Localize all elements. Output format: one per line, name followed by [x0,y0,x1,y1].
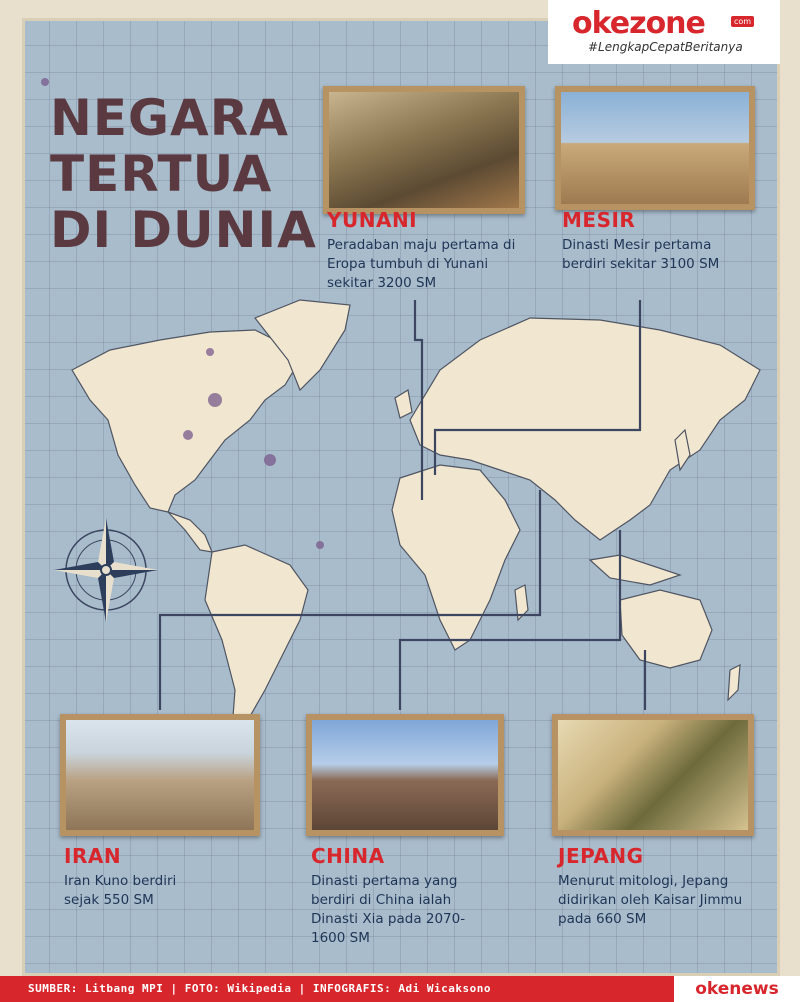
australia [620,590,712,668]
logo-tagline: #LengkapCepatBeritanya [588,40,743,54]
logo-brand: okezone [572,6,705,41]
footer-source: SUMBER: Litbang MPI | FOTO: Wikipedia | INFOGRAFIS: Adi Wicaksono [28,982,491,995]
section-iran-text: Iran Kuno berdiri sejak 550 SM [64,873,177,908]
title-line-3: DI DUNIA [50,201,317,259]
compass-rose-icon [54,518,158,622]
photo-iran [60,714,260,836]
photo-china [306,714,504,836]
footer-bar [0,976,800,1002]
north-america [72,330,300,512]
section-mesir-text: Dinasti Mesir pertama berdiri sekitar 3100 SM [562,237,720,272]
section-jepang-title: JEPANG [558,844,644,868]
section-china-text: Dinasti pertama yang berdiri di China ialah Dinasti Xia pada 2070-1600 SM [311,873,466,946]
south-america [205,545,308,730]
okezone-logo [548,0,780,64]
section-mesir-title: MESIR [562,208,636,232]
photo-jepang [552,714,754,836]
photo-mesir [555,86,755,210]
section-yunani-text: Peradaban maju pertama di Eropa tumbuh di Yunani sekitar 3200 SM [327,237,516,291]
logo-com-badge: com [731,16,754,27]
title-line-1: NEGARA [50,89,289,147]
africa [392,465,520,650]
section-iran-title: IRAN [64,844,122,868]
okenews-logo: okenews [674,976,800,1002]
central-america [168,512,212,552]
section-china-title: CHINA [311,844,385,868]
photo-yunani [323,86,525,214]
section-yunani-title: YUNANI [327,208,418,232]
new-zealand [728,665,740,700]
indonesia [590,555,680,585]
title-line-2: TERTUA [50,145,273,203]
page-title [50,90,317,258]
britain [395,390,412,418]
section-jepang-text: Menurut mitologi, Jepang didirikan oleh Kaisar Jimmu pada 660 SM [558,873,743,927]
